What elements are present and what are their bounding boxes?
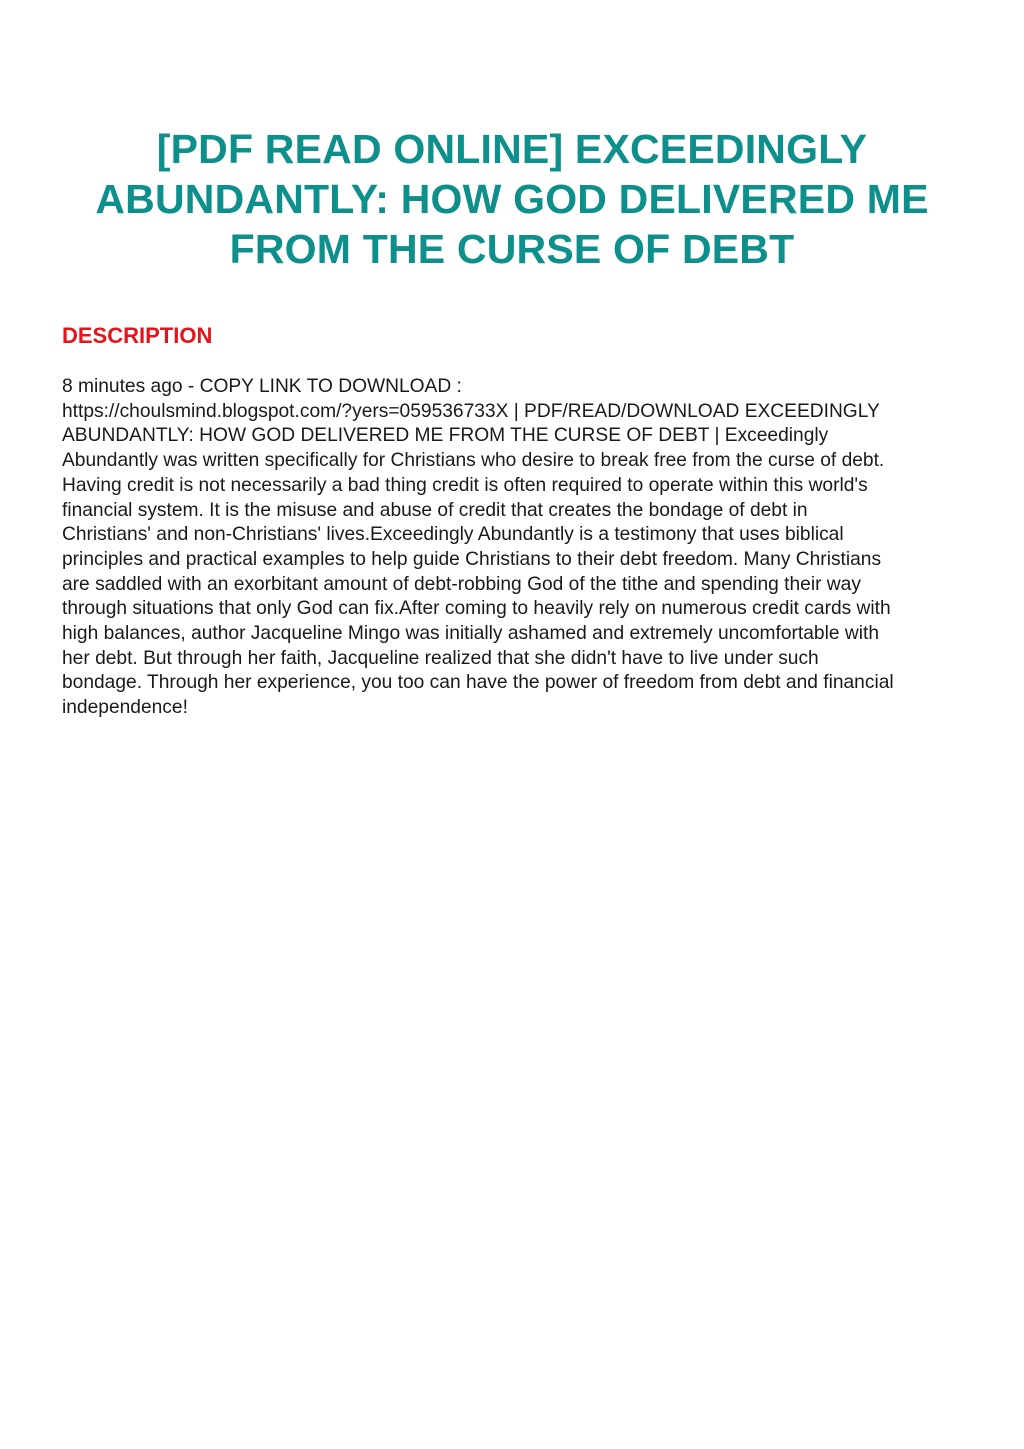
description-line: through situations that only God can fix.After coming to heavily rely on numerous credit cards with: [62, 598, 891, 620]
description-line: are saddled with an exorbitant amount of debt-robbing God of the tithe and spending their way: [62, 573, 861, 595]
description-line: principles and practical examples to help guide Christians to their debt freedom. Many Christians: [62, 548, 882, 570]
document-title: [60, 124, 964, 274]
description-line: bondage. Through her experience, you too can have the power of freedom from debt and financial: [62, 672, 894, 694]
description-line: Christians' and non-Christians' lives.Exceedingly Abundantly is a testimony that uses biblical: [62, 524, 844, 546]
description-line: her debt. But through her faith, Jacqueline realized that she didn't have to live under such: [62, 647, 819, 669]
description-line: Having credit is not necessarily a bad thing credit is often required to operate within this world's: [62, 474, 868, 496]
description-line: https://choulsmind.blogspot.com/?yers=059536733X | PDF/READ/DOWNLOAD EXCEEDINGLY: [62, 400, 880, 422]
description-line: independence!: [62, 697, 188, 719]
title-line: FROM THE CURSE OF DEBT: [229, 226, 795, 272]
title-line: [PDF READ ONLINE] EXCEEDINGLY: [156, 126, 868, 172]
description-line: high balances, author Jacqueline Mingo was initially ashamed and extremely uncomfortable with: [62, 623, 879, 645]
description-heading: DESCRIPTION: [62, 323, 213, 348]
description-line: ABUNDANTLY: HOW GOD DELIVERED ME FROM THE CURSE OF DEBT | Exceedingly: [62, 425, 829, 447]
description-line: 8 minutes ago - COPY LINK TO DOWNLOAD :: [62, 376, 462, 397]
description-line: Abundantly was written specifically for Christians who desire to break free from the curse of debt.: [62, 450, 885, 472]
description-line: financial system. It is the misuse and abuse of credit that creates the bondage of debt in: [62, 499, 808, 521]
description-body: [62, 375, 964, 721]
title-line: ABUNDANTLY: HOW GOD DELIVERED ME: [95, 176, 929, 222]
